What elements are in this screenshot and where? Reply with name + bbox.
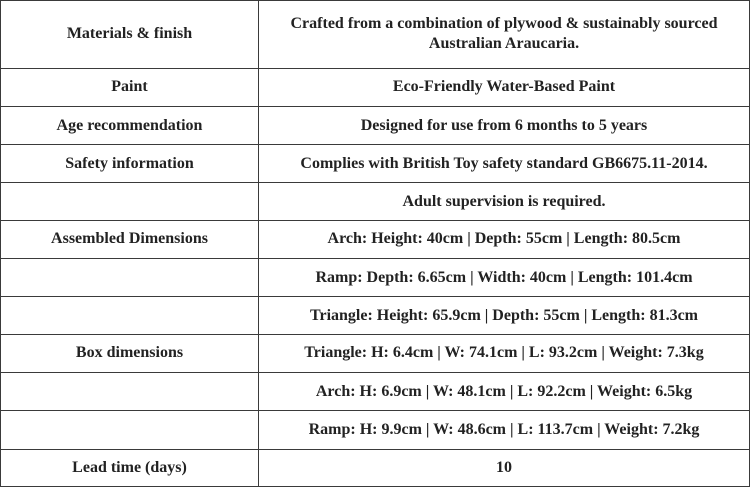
- table-row-age: [1, 106, 750, 144]
- spec-value-lead-time: 10: [259, 449, 750, 486]
- table-row-paint: [1, 68, 750, 106]
- table-row-assembled-triangle: [1, 297, 750, 334]
- spec-value-materials: Crafted from a combination of plywood & sustainably sourced Australian Araucaria.: [259, 1, 750, 69]
- spec-label-assembled-dimensions: Assembled Dimensions: [1, 220, 259, 258]
- spec-value-box-arch: Arch: H: 6.9cm | W: 48.1cm | L: 92.2cm | Weight: 6.5kg: [259, 373, 750, 411]
- spec-value-assembled-triangle: Triangle: Height: 65.9cm | Depth: 55cm | Length: 81.3cm: [259, 297, 750, 334]
- spec-value-paint: Eco-Friendly Water-Based Paint: [259, 68, 750, 106]
- table-row-box-ramp: [1, 411, 750, 449]
- spec-value-assembled-ramp: Ramp: Depth: 6.65cm | Width: 40cm | Length: 101.4cm: [259, 259, 750, 297]
- spec-table-body: [1, 1, 750, 487]
- spec-value-safety: Complies with British Toy safety standard GB6675.11-2014.: [259, 145, 750, 183]
- spec-label-safety: Safety information: [1, 145, 259, 183]
- spec-label-empty: [1, 259, 259, 297]
- spec-label-empty: [1, 373, 259, 411]
- spec-label-empty: [1, 183, 259, 220]
- spec-value-assembled-arch: Arch: Height: 40cm | Depth: 55cm | Length: 80.5cm: [259, 220, 750, 258]
- spec-value-age: Designed for use from 6 months to 5 years: [259, 106, 750, 144]
- spec-label-materials: Materials & finish: [1, 1, 259, 69]
- table-row-lead-time: [1, 449, 750, 486]
- spec-label-box-dimensions: Box dimensions: [1, 334, 259, 372]
- spec-label-age: Age recommendation: [1, 106, 259, 144]
- table-row-safety: [1, 145, 750, 183]
- spec-value-box-ramp: Ramp: H: 9.9cm | W: 48.6cm | L: 113.7cm | Weight: 7.2kg: [259, 411, 750, 449]
- spec-value-box-triangle: Triangle: H: 6.4cm | W: 74.1cm | L: 93.2cm | Weight: 7.3kg: [259, 334, 750, 372]
- spec-label-empty: [1, 411, 259, 449]
- spec-label-paint: Paint: [1, 68, 259, 106]
- table-row-assembled-arch: [1, 220, 750, 258]
- table-row-materials: [1, 1, 750, 69]
- spec-value-supervision: Adult supervision is required.: [259, 183, 750, 220]
- spec-label-lead-time: Lead time (days): [1, 449, 259, 486]
- spec-label-empty: [1, 297, 259, 334]
- table-row-assembled-ramp: [1, 259, 750, 297]
- table-row-box-arch: [1, 373, 750, 411]
- table-row-box-triangle: [1, 334, 750, 372]
- table-row-supervision: [1, 183, 750, 220]
